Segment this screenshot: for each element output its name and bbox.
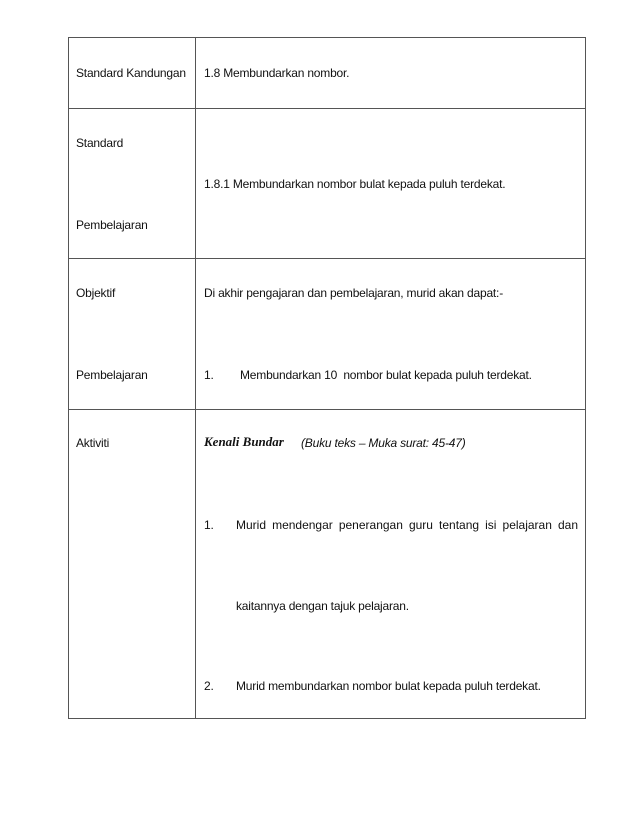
step-1-number: 1.: [204, 518, 214, 532]
table-border-bottom: [68, 718, 586, 719]
objektif-intro: Di akhir pengajaran dan pembelajaran, murid akan dapat:-: [204, 286, 503, 300]
step-2-number: 2.: [204, 679, 214, 693]
step-2-text: Murid membundarkan nombor bulat kepada puluh terdekat.: [236, 679, 541, 693]
step-1-line1: [236, 518, 578, 532]
objektif-label-line2: Pembelajaran: [76, 368, 148, 382]
standard-pembelajaran-label-line2: Pembelajaran: [76, 218, 148, 232]
aktiviti-label: Aktiviti: [76, 436, 110, 450]
table-border-top: [68, 37, 586, 38]
step-1-line2: kaitannya dengan tajuk pelajaran.: [236, 599, 409, 613]
activity-title: Kenali Bundar: [204, 434, 284, 449]
objektif-label-line1: Objektif: [76, 286, 116, 300]
standard-pembelajaran-label-line1: Standard: [76, 136, 124, 150]
column-divider: [195, 37, 196, 719]
objektif-item-number: 1.: [204, 368, 214, 382]
step-1-text: Murid mendengar penerangan guru tentang isi pelajaran dan: [236, 518, 578, 532]
row-divider-2: [68, 258, 586, 259]
table-border-right: [585, 37, 586, 719]
standard-pembelajaran-content: 1.8.1 Membundarkan nombor bulat kepada puluh terdekat.: [204, 177, 506, 191]
table-border-left: [68, 37, 69, 719]
standard-kandungan-content: 1.8 Membundarkan nombor.: [204, 66, 350, 80]
standard-kandungan-label: Standard Kandungan: [76, 66, 186, 80]
row-divider-3: [68, 409, 586, 410]
activity-reference: (Buku teks – Muka surat: 45-47): [301, 436, 466, 450]
row-divider-1: [68, 108, 586, 109]
objektif-item-text: Membundarkan 10 nombor bulat kepada puluh terdekat.: [240, 368, 532, 382]
